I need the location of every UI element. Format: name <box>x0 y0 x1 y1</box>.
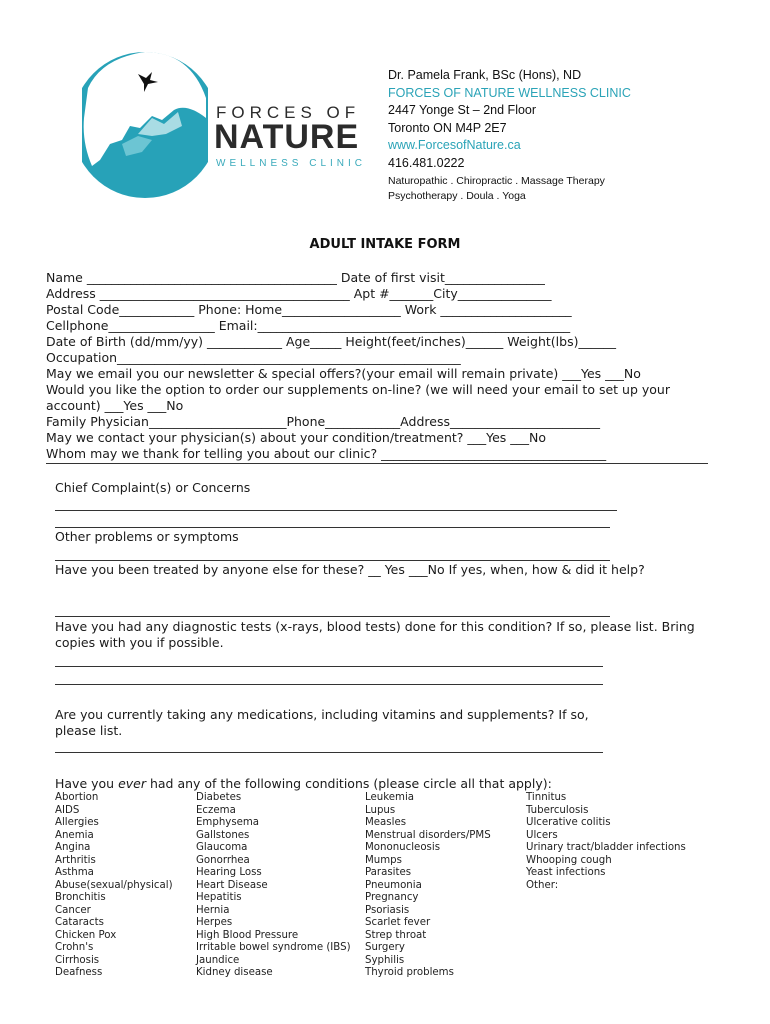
condition-item[interactable]: Tinnitus <box>526 792 567 803</box>
treated-question[interactable]: Have you been treated by anyone else for these? __ Yes ___No If yes, when, how & did it help? <box>55 562 645 577</box>
answer-line[interactable] <box>55 666 603 667</box>
condition-item[interactable]: Deafness <box>55 967 103 978</box>
conditions-question: Have you ever had any of the following conditions (please circle all that apply): <box>55 776 552 791</box>
condition-item[interactable]: Urinary tract/bladder infections <box>526 842 686 853</box>
condition-item[interactable]: Diabetes <box>196 792 242 803</box>
condition-item[interactable]: Kidney disease <box>196 967 273 978</box>
condition-item[interactable]: Angina <box>55 842 91 853</box>
answer-line[interactable] <box>55 560 610 561</box>
supplements-row: Would you like the option to order our supplements on-line? (we will need your email to set up your <box>46 382 670 397</box>
condition-item[interactable]: AIDS <box>55 804 80 816</box>
phone-number: 416.481.0222 <box>388 155 465 170</box>
answer-line[interactable] <box>55 527 610 528</box>
condition-item[interactable]: Eczema <box>196 804 236 816</box>
condition-item[interactable]: Menstrual disorders/PMS <box>365 829 491 841</box>
condition-item[interactable]: Psoriasis <box>365 904 410 916</box>
condition-item[interactable]: Yeast infections <box>526 867 606 878</box>
services-line2: Psychotherapy . Doula . Yoga <box>388 190 526 202</box>
medications-question-cont: please list. <box>55 723 123 738</box>
condition-item[interactable]: High Blood Pressure <box>196 929 299 941</box>
condition-item[interactable]: Strep throat <box>365 929 427 941</box>
condition-item[interactable]: Mononucleosis <box>365 842 441 853</box>
newsletter-row[interactable]: May we email you our newsletter & special offers?(your email will remain private) ___Yes ___No <box>46 366 641 381</box>
answer-line[interactable] <box>55 616 610 617</box>
condition-item[interactable]: Cataracts <box>55 917 104 928</box>
condition-item[interactable]: Lupus <box>365 804 396 816</box>
other-problems-label: Other problems or symptoms <box>55 529 239 544</box>
postal-phone-row[interactable]: Postal Code____________ Phone: Home___________________ Work _____________________ <box>46 302 572 317</box>
diagnostic-question: Have you had any diagnostic tests (x-rays, blood tests) done for this condition? If so, please list. Bring <box>55 619 695 634</box>
condition-item[interactable]: Glaucoma <box>196 842 248 853</box>
chief-complaint-label: Chief Complaint(s) or Concerns <box>55 480 251 495</box>
condition-item[interactable]: Surgery <box>365 942 405 953</box>
answer-line[interactable] <box>55 752 603 753</box>
condition-item[interactable]: Pneumonia <box>365 879 422 891</box>
conditions-column-4 <box>526 792 686 892</box>
services-line1: Naturopathic . Chiropractic . Massage Therapy <box>388 175 605 187</box>
condition-item[interactable]: Pregnancy <box>365 892 419 903</box>
address-line1: 2447 Yonge St – 2nd Floor <box>388 103 537 117</box>
physician-row[interactable]: Family Physician______________________Phone____________Address________________________ <box>46 414 600 429</box>
occupation-row[interactable]: Occupation_______________________________________________________ <box>46 350 461 365</box>
condition-item[interactable]: Cirrhosis <box>55 954 100 966</box>
condition-item[interactable]: Crohn's <box>55 942 94 953</box>
condition-item[interactable]: Measles <box>365 817 407 828</box>
condition-item[interactable]: Gonorrhea <box>196 854 250 866</box>
supplements-answer-row[interactable]: account) ___Yes ___No <box>46 398 184 413</box>
contact-physician-row[interactable]: May we contact your physician(s) about your condition/treatment? ___Yes ___No <box>46 430 547 445</box>
answer-line[interactable] <box>55 684 603 685</box>
conditions-column-3 <box>365 792 491 980</box>
condition-item[interactable]: Hearing Loss <box>196 867 262 878</box>
condition-item[interactable]: Irritable bowel syndrome (IBS) <box>196 942 351 953</box>
form-title: ADULT INTAKE FORM <box>309 237 461 252</box>
condition-item[interactable]: Allergies <box>55 817 99 828</box>
condition-item[interactable]: Other: <box>526 879 559 891</box>
contact-block <box>388 67 631 204</box>
condition-item[interactable]: Mumps <box>365 854 402 866</box>
brand-line2: NATURE <box>214 118 360 156</box>
condition-item[interactable]: Tuberculosis <box>526 804 589 816</box>
diagnostic-question-cont: copies with you if possible. <box>55 635 224 650</box>
condition-item[interactable]: Anemia <box>55 829 94 841</box>
clinic-logo <box>82 48 208 198</box>
website-link[interactable]: www.ForcesofNature.ca <box>388 138 521 152</box>
condition-item[interactable]: Abuse(sexual/physical) <box>55 879 173 891</box>
doctor-name: Dr. Pamela Frank, BSc (Hons), ND <box>388 68 582 82</box>
condition-item[interactable]: Hernia <box>196 904 230 916</box>
cellphone-email-row[interactable]: Cellphone_________________ Email:__________________________________________________ <box>46 318 571 333</box>
conditions-column-1 <box>55 792 173 980</box>
condition-item[interactable]: Thyroid problems <box>365 967 454 978</box>
condition-item[interactable]: Herpes <box>196 917 233 928</box>
condition-item[interactable]: Gallstones <box>196 829 250 841</box>
name-row[interactable]: Name ________________________________________ Date of first visit________________ <box>46 270 545 285</box>
conditions-column-2 <box>196 792 351 980</box>
medications-question: Are you currently taking any medications, including vitamins and supplements? If so, <box>55 707 589 722</box>
condition-item[interactable]: Asthma <box>55 867 94 878</box>
brand-line1: FORCES OF <box>216 103 361 122</box>
condition-item[interactable]: Abortion <box>55 792 99 803</box>
clinic-name: FORCES OF NATURE WELLNESS CLINIC <box>388 85 631 100</box>
condition-item[interactable]: Ulcers <box>526 829 558 841</box>
brand-line3: WELLNESS CLINIC <box>216 158 367 169</box>
condition-item[interactable]: Bronchitis <box>55 892 106 903</box>
condition-item[interactable]: Heart Disease <box>196 879 268 891</box>
condition-item[interactable]: Scarlet fever <box>365 917 431 928</box>
address-line2: Toronto ON M4P 2E7 <box>388 120 507 135</box>
condition-item[interactable]: Cancer <box>55 904 91 916</box>
condition-item[interactable]: Parasites <box>365 867 412 878</box>
section-divider <box>46 463 708 464</box>
condition-item[interactable]: Ulcerative colitis <box>526 817 611 828</box>
address-row[interactable]: Address ________________________________________ Apt #_______City_______________ <box>46 286 552 301</box>
condition-item[interactable]: Leukemia <box>365 792 415 803</box>
answer-line[interactable] <box>55 510 617 511</box>
condition-item[interactable]: Emphysema <box>196 817 260 828</box>
condition-item[interactable]: Hepatitis <box>196 892 242 903</box>
condition-item[interactable]: Syphilis <box>365 954 405 966</box>
condition-item[interactable]: Chicken Pox <box>55 929 117 941</box>
condition-item[interactable]: Jaundice <box>196 954 240 966</box>
birth-stats-row[interactable]: Date of Birth (dd/mm/yy) ____________ Age_____ Height(feet/inches)______ Weight(lbs)______ <box>46 334 616 349</box>
condition-item[interactable]: Arthritis <box>55 854 96 866</box>
condition-item[interactable]: Whooping cough <box>526 854 612 866</box>
referral-row[interactable]: Whom may we thank for telling you about our clinic? ____________________________________ <box>46 446 607 461</box>
